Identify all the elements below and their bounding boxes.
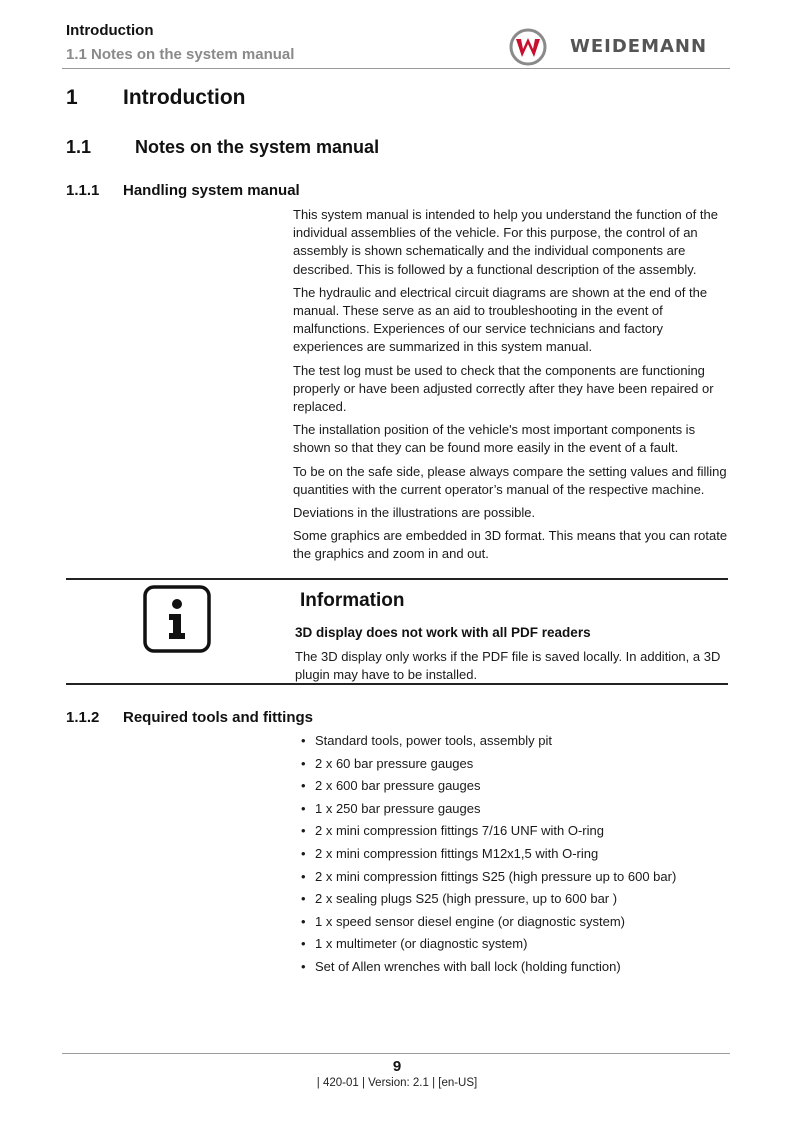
list-item-text: 1 x 250 bar pressure gauges <box>315 800 481 816</box>
page-number: 9 <box>392 1058 402 1075</box>
paragraph: To be on the safe side, please always compare the setting values and filling quantities with the current operator’s manual of the respective machine. <box>293 463 727 497</box>
list-item-text: 2 x sealing plugs S25 (high pressure, up to 600 bar ) <box>315 891 618 907</box>
list-item <box>301 823 676 846</box>
bullet: • <box>301 868 306 884</box>
paragraph: Deviations in the illustrations are possible. <box>293 505 536 521</box>
list-item <box>301 733 676 756</box>
list-item-text: Standard tools, power tools, assembly pit <box>315 733 553 748</box>
info-subheading: 3D display does not work with all PDF readers <box>295 625 591 640</box>
footer-divider <box>62 1053 730 1054</box>
section-title: Notes on the system manual <box>135 137 380 157</box>
list-item-text: 2 x mini compression fittings 7/16 UNF with O-ring <box>315 823 604 839</box>
subsection-number: 1.1.1 <box>66 182 100 199</box>
subsection-number: 1.1.2 <box>66 709 100 726</box>
bullet: • <box>301 958 306 974</box>
chapter-number: 1 <box>66 86 78 109</box>
running-header-title: Introduction <box>66 22 154 39</box>
info-icon <box>142 584 212 654</box>
paragraph: Some graphics are embedded in 3D format. This means that you can rotate the graphics and zoom in and out. <box>293 528 728 562</box>
chapter-title: Introduction <box>123 86 246 109</box>
list-item <box>301 959 676 982</box>
list-item <box>301 914 676 937</box>
list-item-text: 1 x speed sensor diesel engine (or diagnostic system) <box>315 913 625 929</box>
info-heading: Information <box>300 590 405 611</box>
info-box-bottom-rule <box>66 683 728 685</box>
bullet: • <box>301 800 306 816</box>
weidemann-logo <box>508 28 730 66</box>
bullet: • <box>301 936 306 952</box>
document-info: | 420-01 | Version: 2.1 | [en-US] <box>316 1077 478 1089</box>
logo-emblem-icon <box>508 28 552 66</box>
list-item-text: 1 x multimeter (or diagnostic system) <box>315 936 528 952</box>
list-item-text: 2 x mini compression fittings S25 (high pressure up to 600 bar) <box>315 868 677 884</box>
brand-name: WEIDEMANN <box>570 36 708 57</box>
header-divider <box>62 68 730 69</box>
list-item <box>301 801 676 824</box>
list-item-text: 2 x mini compression fittings M12x1,5 with O-ring <box>315 845 599 861</box>
paragraph: The hydraulic and electrical circuit diagrams are shown at the end of the manual. These serve as an aid to troubleshooting in the event of malfunctions. Experiences of our service technicians and factory experiences are summarized in this system manual. <box>293 284 708 355</box>
list-item <box>301 891 676 914</box>
list-item-text: Set of Allen wrenches with ball lock (holding function) <box>315 958 621 974</box>
bullet: • <box>301 778 306 794</box>
list-item <box>301 756 676 779</box>
paragraph: The installation position of the vehicle's most important components is shown so that they can be found more easily in the event of a fault. <box>293 422 696 456</box>
list-item <box>301 936 676 959</box>
subsection-title: Handling system manual <box>123 182 300 199</box>
handling-body <box>293 206 730 569</box>
list-item <box>301 778 676 801</box>
list-item <box>301 846 676 869</box>
info-text: The 3D display only works if the PDF file is saved locally. In addition, a 3D plugin may have to be installed. <box>295 649 721 682</box>
info-box-top-rule <box>66 578 728 580</box>
bullet: • <box>301 823 306 839</box>
list-item-text: 2 x 60 bar pressure gauges <box>315 755 474 771</box>
paragraph: The test log must be used to check that the components are functioning properly or have been adjusted correctly after they have been repaired or replaced. <box>293 362 714 415</box>
tools-list <box>301 733 676 982</box>
bullet: • <box>301 913 306 929</box>
list-item-text: 2 x 600 bar pressure gauges <box>315 778 481 794</box>
running-header-subtitle: 1.1 Notes on the system manual <box>66 46 295 63</box>
bullet: • <box>301 755 306 771</box>
list-item <box>301 869 676 892</box>
section-number: 1.1 <box>66 137 92 157</box>
subsection-title: Required tools and fittings <box>123 709 313 726</box>
paragraph: This system manual is intended to help you understand the function of the individual assemblies of the vehicle. For this purpose, the control of an assembly is shown schematically and the individual components are described. This is followed by a functional description of the assembly. <box>293 207 718 277</box>
bullet: • <box>301 891 306 907</box>
bullet: • <box>301 733 306 748</box>
bullet: • <box>301 845 306 861</box>
